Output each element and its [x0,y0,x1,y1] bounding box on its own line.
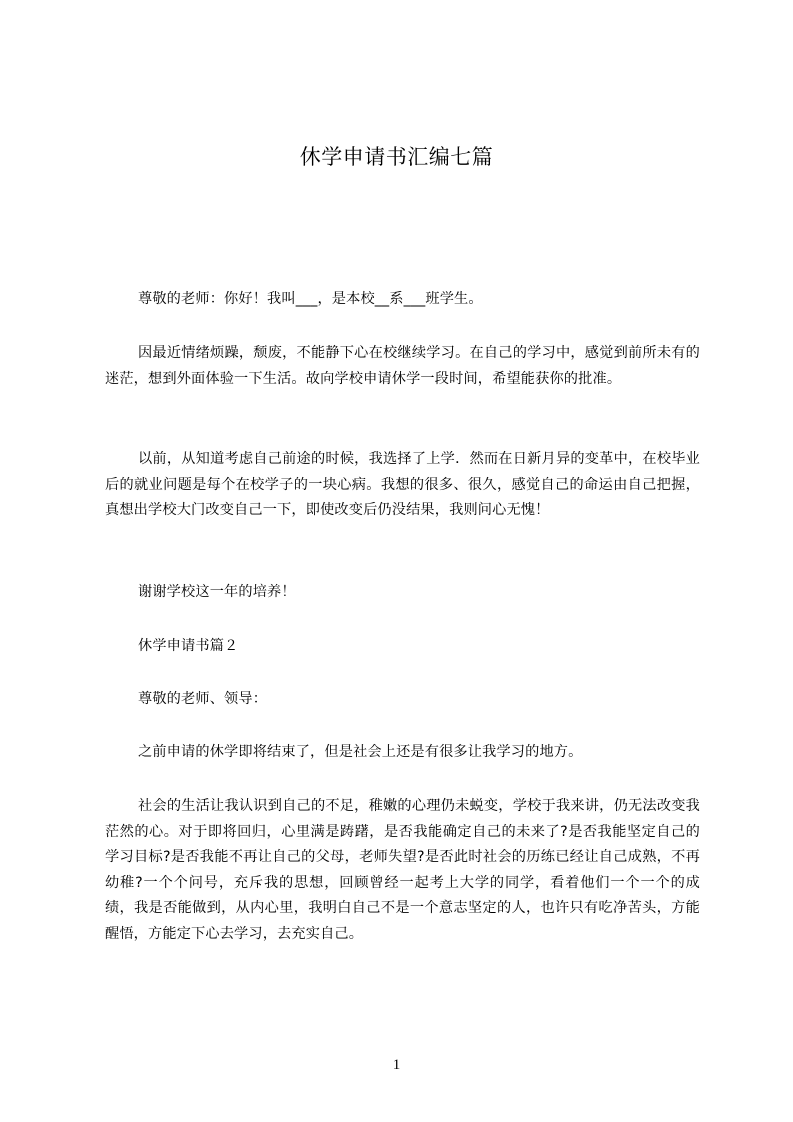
paragraph-greeting: 尊敬的老师：你好！我叫___，是本校__系___班学生。 [138,291,483,307]
paragraph-reason: 因最近情绪烦躁，颓废，不能静下心在校继续学习。在自己的学习中，感觉到前所未有的迷茫，想到外面体验一下生活。故向学校申请休学一段时间，希望能获你的批准。 [105,345,700,387]
paragraph-reflection: 社会的生活让我认识到自己的不足，稚嫩的心理仍未蜕变，学校于我来讲，仍无法改变我茫然的心。对于即将回归，心里满是踌躇，是否我能确定自己的未来了?是否我能坚定自己的学习目标?是否我能不再让自己的父母，老师失望?是否此时社会的历练已经让自己成熟，不再幼稚?一个个问号，充斥我的思想，回顾曾经一起考上大学的同学，看着他们一个一个的成绩，我是否能做到，从内心里，我明白自己不是一个意志坚定的人，也许只有吃净苦头，方能醒悟，方能定下心去学习，去充实自己。 [105,798,700,942]
section-heading: 休学申请书篇２ [138,638,239,654]
page-number: 1 [392,1057,401,1073]
paragraph-background: 以前，从知道考虑自己前途的时候，我选择了上学．然而在日新月异的变革中，在校毕业后的就业问题是每个在校学子的一块心病。我想的很多、很久，感觉自己的命运由自己把握，真想出学校大门改变自己一下，即使改变后仍没结果，我则问心无愧！ [105,451,700,518]
document-title: 休学申请书汇编七篇 [299,145,494,169]
paragraph-intro: 之前申请的休学即将结束了，但是社会上还是有很多让我学习的地方。 [138,744,583,760]
paragraph-thanks: 谢谢学校这一年的培养！ [138,584,296,600]
paragraph-salutation: 尊敬的老师、领导： [138,691,268,707]
